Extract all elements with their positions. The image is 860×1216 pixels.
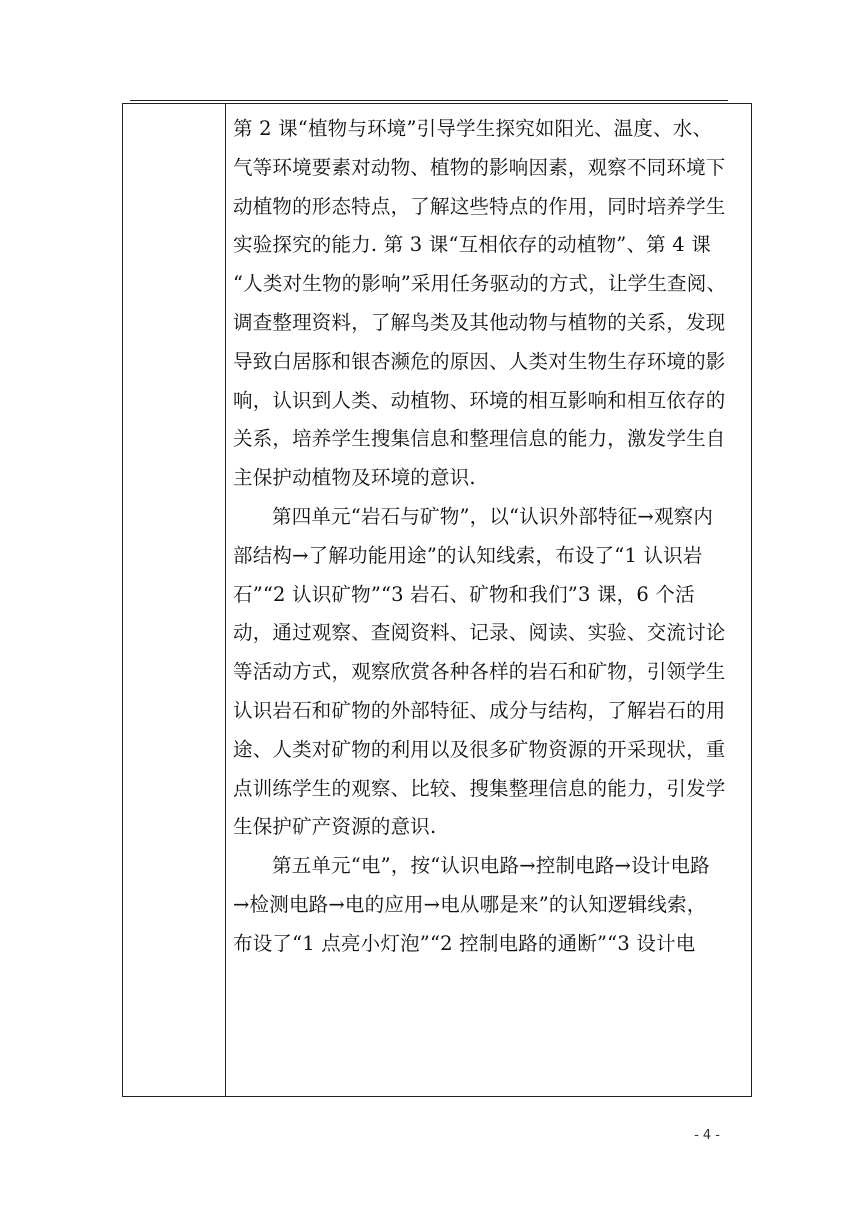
text-line: 动，通过观察、查阅资料、记录、阅读、实验、交流讨论 bbox=[233, 621, 726, 645]
page-number: - 4 - bbox=[694, 1128, 720, 1143]
text-line: →检测电路→电的应用→电从哪是来”的认知逻辑线索， bbox=[233, 892, 707, 916]
text-line: 实验探究的能力. 第 3 课“互相依存的动植物”、第 4 课 bbox=[233, 233, 711, 257]
content-table bbox=[122, 103, 752, 1097]
text-line: 主保护动植物及环境的意识. bbox=[233, 466, 476, 490]
text-line: 调查整理资料，了解鸟类及其他动物与植物的关系，发现 bbox=[233, 310, 726, 334]
text-line: 石”“2 认识矿物”“3 岩石、矿物和我们”3 课，6 个活 bbox=[233, 582, 695, 606]
text-line: 途、人类对矿物的利用以及很多矿物资源的开采现状，重 bbox=[233, 737, 726, 761]
text-line: 点训练学生的观察、比较、搜集整理信息的能力，引发学 bbox=[233, 776, 726, 800]
text-line: 第 2 课“植物与环境”引导学生探究如阳光、温度、水、 bbox=[233, 117, 713, 140]
text-line: 气等环境要素对动物、植物的影响因素，观察不同环境下 bbox=[233, 155, 726, 179]
text-line: 部结构→了解功能用途”的认知线索，布设了“1 认识岩 bbox=[233, 543, 703, 567]
text-line: 认识岩石和矿物的外部特征、成分与结构，了解岩石的用 bbox=[233, 698, 726, 722]
text-line: 关系，培养学生搜集信息和整理信息的能力，激发学生自 bbox=[233, 427, 726, 451]
text-line: “人类对生物的影响”采用任务驱动的方式，让学生查阅、 bbox=[233, 272, 727, 296]
text-line: 第四单元“岩石与矿物”，以“认识外部特征→观察内 bbox=[272, 504, 714, 528]
text-line: 响，认识到人类、动植物、环境的相互影响和相互依存的 bbox=[233, 388, 726, 412]
text-line: 布设了“1 点亮小灯泡”“2 控制电路的通断”“3 设计电 bbox=[233, 931, 696, 955]
table-text-cell bbox=[233, 110, 749, 964]
text-line: 导致白居豚和银杏濒危的原因、人类对生物生存环境的影 bbox=[233, 349, 726, 373]
text-line: 动植物的形态特点，了解这些特点的作用，同时培养学生 bbox=[233, 194, 726, 218]
text-line: 生保护矿产资源的意识. bbox=[233, 815, 437, 839]
header-rule bbox=[130, 100, 728, 101]
text-line: 等活动方式，观察欣赏各种各样的岩石和矿物，引领学生 bbox=[233, 660, 726, 684]
column-divider bbox=[225, 104, 226, 1096]
text-line: 第五单元“电”，按“认识电路→控制电路→设计电路 bbox=[272, 854, 710, 878]
